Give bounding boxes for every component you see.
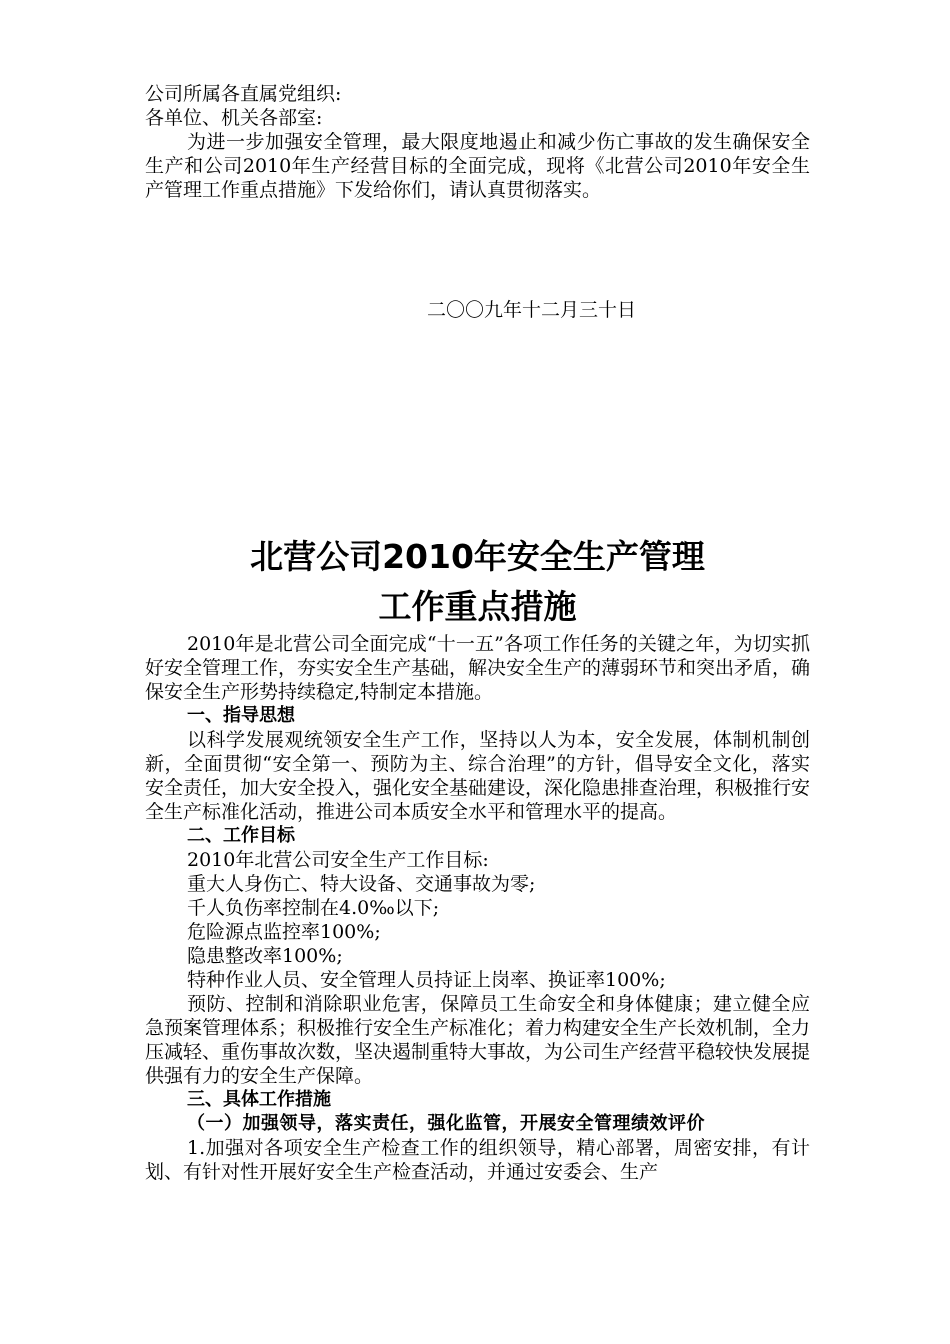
subsection-heading-leadership: （一）加强领导，落实责任，强化监管，开展安全管理绩效评价: [187, 1113, 705, 1134]
section-body-guiding-ideology: 以科学发展观统领安全生产工作，坚持以人为本，安全发展，体制机制创新，全面贯彻“安全第一、预防为主、综合治理”的方针，倡导安全文化，落实安全责任，加大安全投入，强化安全基础建设，深化隐患排查治理，积极推行安全生产标准化活动，推进公司本质安全水平和管理水平的提高。: [145, 729, 811, 823]
measure-item-1: 1.加强对各项安全生产检查工作的组织领导，精心部署，周密安排，有计划、有针对性开展好安全生产检查活动，并通过安委会、生产: [145, 1137, 810, 1183]
goal-item: 重大人身伤亡、特大设备、交通事故为零;: [187, 873, 536, 895]
goal-item: 千人负伤率控制在4.0‰以下;: [187, 897, 440, 919]
notice-date: 二〇〇九年十二月三十日: [427, 299, 637, 321]
section-heading-guiding-ideology: 一、指导思想: [187, 705, 295, 726]
goal-item: 特种作业人员、安全管理人员持证上岗率、换证率100%;: [187, 969, 666, 991]
document-title-line-1: 北营公司2010年安全生产管理: [250, 537, 705, 576]
document-page: [145, 82, 810, 1184]
document-title-line-2: 工作重点措施: [378, 587, 577, 626]
section-heading-work-goals: 二、工作目标: [187, 825, 295, 846]
goal-item: 危险源点监控率100%;: [187, 921, 381, 943]
recipient-line-2: 各单位、机关各部室:: [145, 107, 323, 129]
recipient-line-1: 公司所属各直属党组织:: [145, 83, 342, 105]
goal-item: 预防、控制和消除职业危害，保障员工生命安全和身体健康；建立健全应急预案管理体系；积极推行安全生产标准化；着力构建安全生产长效机制，全力压减轻、重伤事故次数，坚决遏制重特大事故，为公司生产经营平稳较快发展提供强有力的安全生产保障。: [145, 993, 811, 1087]
goal-item: 隐患整改率100%;: [187, 945, 343, 967]
goal-item: 2010年北营公司安全生产工作目标:: [187, 849, 489, 871]
section-heading-specific-measures: 三、具体工作措施: [187, 1089, 331, 1110]
notice-body: 为进一步加强安全管理，最大限度地遏止和减少伤亡事故的发生确保安全生产和公司2010年生产经营目标的全面完成，现将《北营公司2010年安全生产管理工作重点措施》下发给你们，请认真贯彻落实。: [145, 131, 810, 201]
intro-paragraph: 2010年是北营公司全面完成“十一五”各项工作任务的关键之年，为切实抓好安全管理工作，夯实安全生产基础，解决安全生产的薄弱环节和突出矛盾，确保安全生产形势持续稳定,特制定本措施。: [145, 633, 811, 703]
